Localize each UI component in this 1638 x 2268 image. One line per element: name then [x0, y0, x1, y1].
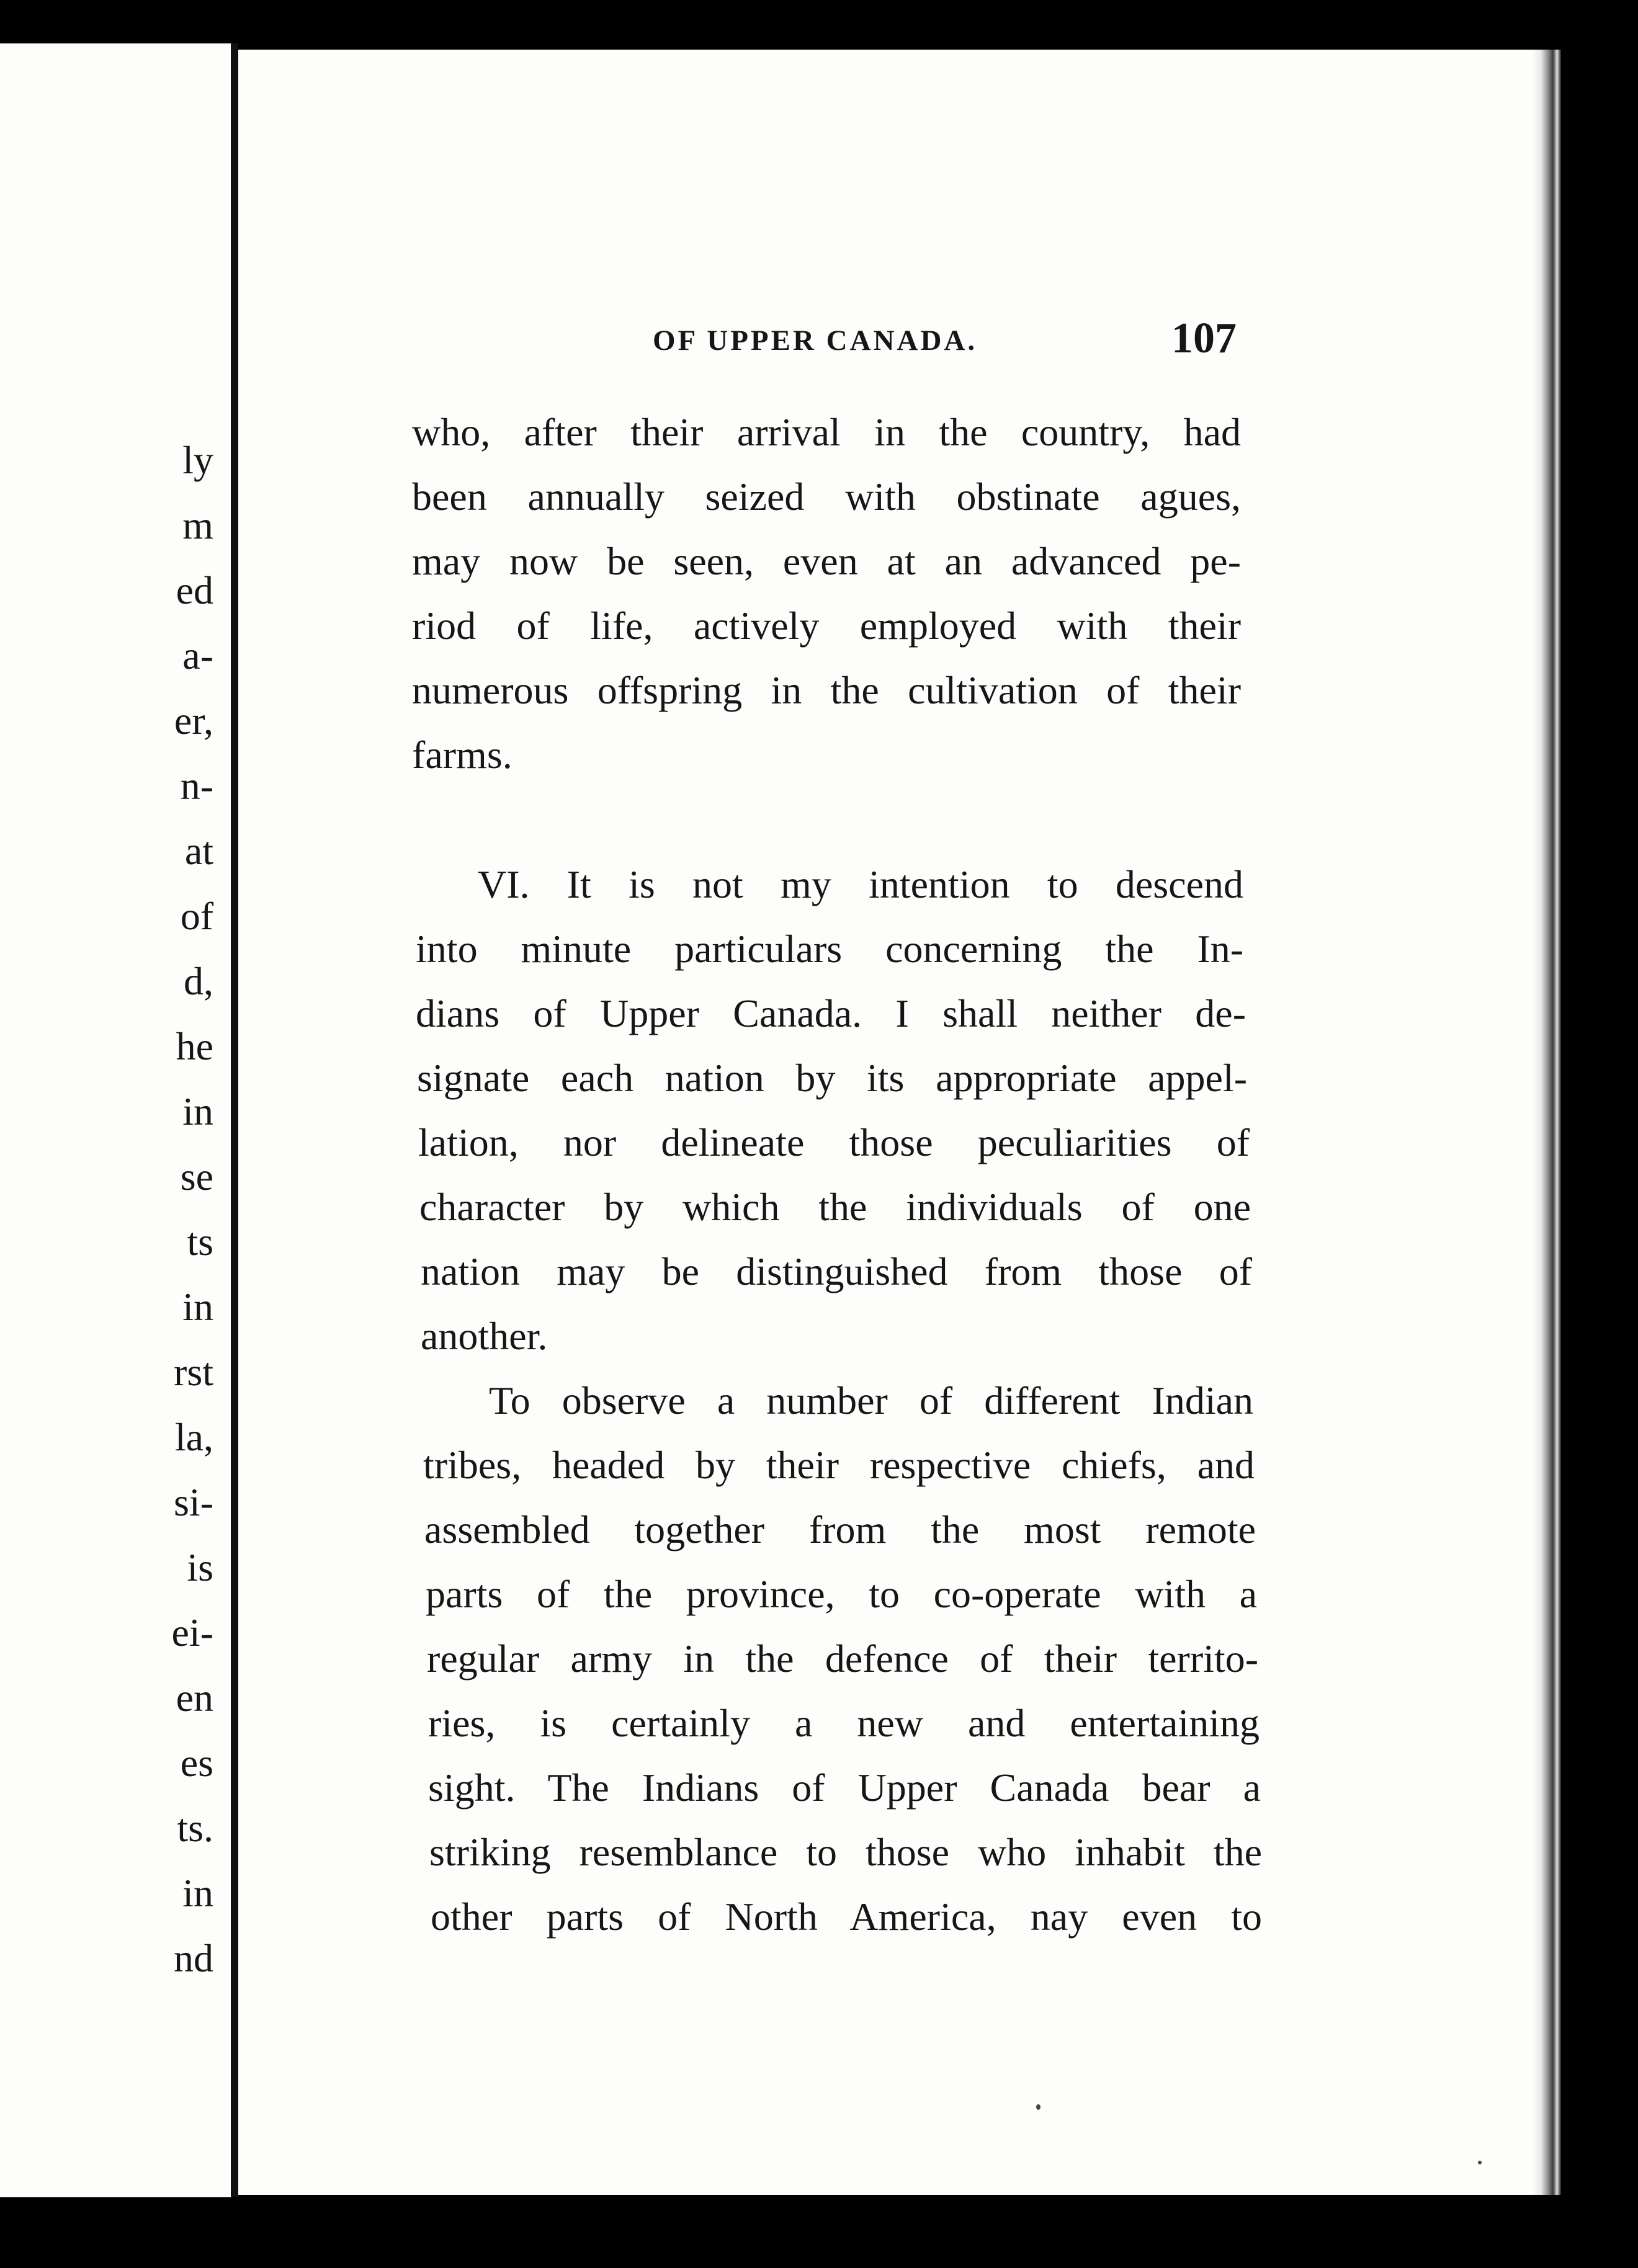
left-page-edge — [0, 43, 231, 2197]
text-line: may now be seen, even at an advanced pe- — [412, 539, 1241, 583]
page-number: 107 — [1171, 315, 1237, 362]
text-line: sight. The Indians of Upper Canada bear a — [428, 1766, 1261, 1810]
left-page-fragment: in — [182, 1871, 213, 1915]
text-line: nation may be distinguished from those of — [421, 1249, 1252, 1293]
left-page-fragment: of — [180, 894, 213, 938]
left-page-fragment: nd — [174, 1936, 213, 1980]
left-page-fragment: ts — [187, 1220, 213, 1264]
text-line: another. — [421, 1314, 548, 1358]
left-page-fragment: la, — [174, 1415, 213, 1459]
text-line: been annually seized with obstinate agues, — [412, 475, 1241, 519]
left-page-fragment: en — [176, 1676, 213, 1720]
text-line: signate each nation by its appropriate appel- — [417, 1056, 1247, 1100]
left-page-fragment: is — [187, 1545, 213, 1589]
text-line: character by which the individuals of one — [419, 1185, 1251, 1229]
left-page-fragment: es — [180, 1741, 213, 1785]
text-line: striking resemblance to those who inhabit the — [429, 1830, 1262, 1874]
left-page-fragment: n- — [180, 764, 213, 808]
text-line: regular army in the defence of their territo- — [427, 1636, 1258, 1681]
left-page-fragment: in — [182, 1285, 213, 1329]
text-line: other parts of North America, nay even to — [431, 1895, 1262, 1939]
text-line: riod of life, actively employed with their — [412, 604, 1241, 648]
left-page-fragment: in — [182, 1089, 213, 1133]
left-page-fragment: d, — [184, 959, 213, 1003]
left-page-fragment: ei- — [171, 1610, 213, 1654]
book-gutter — [231, 43, 238, 2197]
paper-speck — [1036, 2104, 1041, 2110]
text-line: tribes, headed by their respective chiefs, and — [423, 1443, 1255, 1487]
left-page-fragment: ly — [182, 438, 213, 482]
text-line: ries, is certainly a new and entertaining — [428, 1701, 1260, 1745]
left-page-fragment: m — [182, 503, 213, 547]
left-page-fragment: se — [180, 1154, 213, 1199]
text-line: dians of Upper Canada. I shall neither de- — [416, 991, 1246, 1035]
text-line: numerous offspring in the cultivation of their — [412, 668, 1241, 712]
running-head: OF UPPER CANADA. — [653, 324, 978, 357]
left-page-fragment: ed — [176, 568, 213, 612]
text-line: assembled together from the most remote — [424, 1507, 1256, 1551]
text-line: into minute particulars concerning the In- — [416, 927, 1243, 971]
text-line: farms. — [412, 733, 512, 777]
left-page-fragment: he — [176, 1024, 213, 1068]
paper-speck — [857, 2225, 865, 2231]
text-line: VI. It is not my intention to descend — [478, 862, 1243, 906]
page-edge-shadow — [1533, 50, 1561, 2195]
left-page-fragment: at — [184, 829, 213, 873]
left-page-fragment: er, — [174, 699, 213, 743]
paper-speck — [1478, 2161, 1482, 2164]
text-line: lation, nor delineate those peculiarities of — [418, 1120, 1250, 1164]
text-line: parts of the province, to co-operate with a — [426, 1572, 1257, 1616]
left-page-fragment: ts. — [177, 1806, 213, 1850]
text-line: To observe a number of different Indian — [489, 1378, 1253, 1422]
left-page-fragment: a- — [182, 633, 213, 677]
left-page-fragment: si- — [174, 1480, 213, 1524]
left-page-fragment: rst — [174, 1350, 213, 1394]
text-line: who, after their arrival in the country, had — [412, 410, 1241, 454]
